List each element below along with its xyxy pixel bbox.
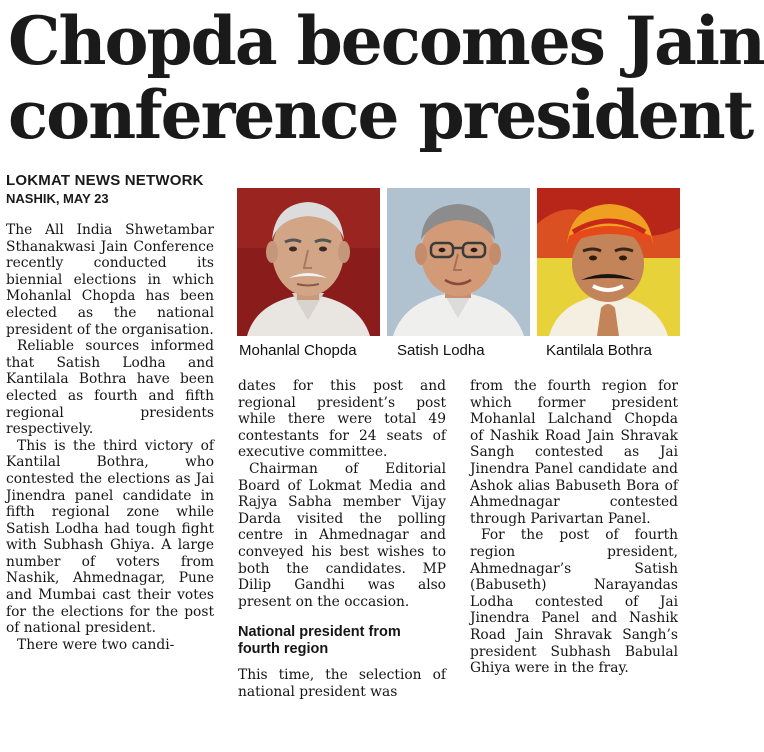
paragraph: Chairman of Editorial Board of Lokmat Media and Rajya Sabha member Vijay Darda visited the polling centre in Ahmednagar and conveyed his best wishes to both the candidates. MP Dilip Gandhi was also present on the occasion. — [238, 460, 446, 610]
photo-mohanlal-chopda — [237, 188, 380, 336]
paragraph: from the fourth region for which former president Mohanlal Lalchand Chopda of Nashik Road Jain Shravak Sangh contested as Jai Jinendra Panel candidate and Ashok alias Babuseth Bora of Ahmednagar contested through Parivartan Panel. — [470, 378, 678, 527]
caption-satish-lodha: Satish Lodha — [397, 342, 485, 359]
portrait-image — [387, 188, 530, 336]
paragraph: There were two candi- — [17, 636, 175, 653]
article-column-2 — [238, 378, 446, 701]
headline — [8, 2, 764, 154]
paragraph: Reliable sources informed that Satish Lodha and Kantilala Bothra have been elected as fourth and fifth regional presidents respectively. — [6, 338, 214, 438]
photo-kantilala-bothra — [537, 188, 680, 336]
headline-line-1: Chopda becomes Jain — [8, 2, 764, 80]
paragraph: This time, the selection of national president was — [238, 667, 446, 700]
paragraph: The All India Shwetambar Sthanakwasi Jain Conference recently conducted its biennial elections in which Mohanlal Chopda has been elected as the national president of the organisation. — [6, 222, 214, 338]
caption-mohanlal-chopda: Mohanlal Chopda — [239, 342, 357, 359]
paragraph: For the post of fourth region president, Ahmednagar’s Satish (Babuseth) Narayandas Lodha contested of Jai Jinendra Panel and Nashik Road Jain Shravak Sangh’s president Subhash Babulal Ghiya were in the fray. — [470, 527, 678, 677]
paragraph: dates for this post and regional president’s post while there were total 49 contestants for 24 seats of executive committee. — [238, 378, 446, 461]
portrait-image — [237, 188, 380, 336]
dateline: NASHIK, MAY 23 — [6, 191, 109, 206]
photo-satish-lodha — [387, 188, 530, 336]
caption-kantilala-bothra: Kantilala Bothra — [546, 342, 652, 359]
byline-block — [6, 172, 204, 207]
article-column-1 — [6, 222, 214, 653]
portrait-image — [537, 188, 680, 336]
headline-line-2: conference president — [8, 76, 753, 154]
subheading: National president from fourth region — [238, 624, 401, 657]
paragraph: This is the third victory of Kantilal Bothra, who contested the elections as Jai Jinendra panel candidate in fifth regional zone while Satish Lodha had tough fight with Subhash Ghiya. A large number of voters from Nashik, Ahmednagar, Pune and Mumbai cast their votes for the elections for the post of national president. — [6, 437, 214, 637]
byline: LOKMAT NEWS NETWORK — [6, 172, 204, 189]
article-column-3 — [470, 378, 678, 677]
